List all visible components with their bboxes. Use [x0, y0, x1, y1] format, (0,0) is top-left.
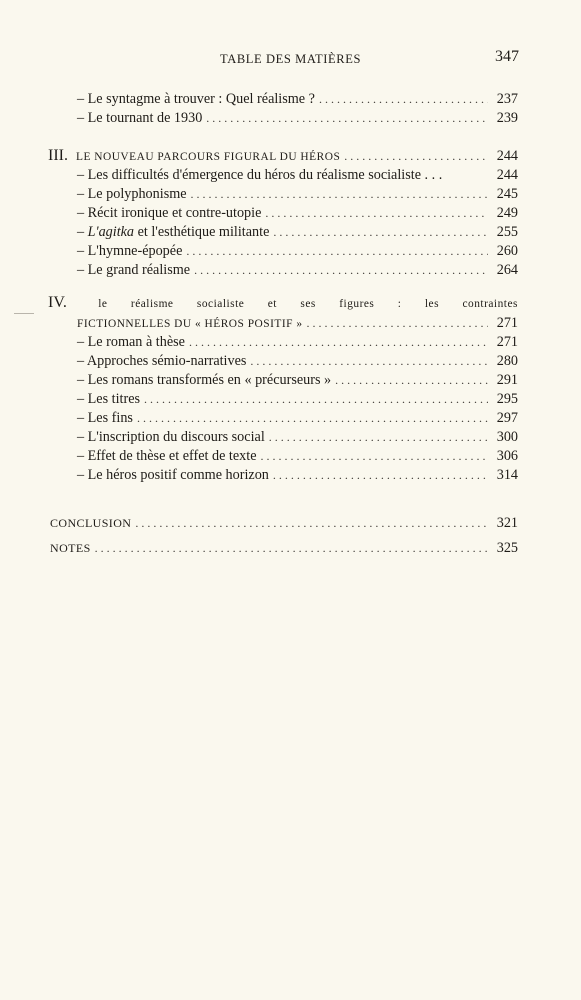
part-title-word: et	[267, 298, 277, 310]
part-title-word: le	[98, 298, 108, 310]
part-title-word: :	[397, 298, 402, 310]
dot-leader	[307, 313, 488, 333]
dot-leader	[261, 446, 489, 466]
dot-leader	[186, 241, 488, 261]
toc-entry-label: – Le roman à thèse	[77, 334, 185, 350]
part-heading-iii	[48, 146, 518, 166]
toc-entry-page: 260	[496, 243, 518, 259]
toc-entry	[77, 370, 518, 390]
toc-entry	[77, 351, 518, 371]
toc-entry-label: NOTES	[50, 541, 91, 555]
toc-entry	[77, 427, 518, 447]
dot-leader	[273, 222, 488, 242]
toc-entry-page: 239	[496, 110, 518, 126]
part-title: FICTIONNELLES DU « HÉROS POSITIF »	[77, 318, 303, 330]
toc-entry-label: – Le polyphonisme	[77, 186, 187, 202]
toc-entry	[77, 108, 518, 128]
toc-entry-page: 244	[496, 167, 518, 183]
part-page: 244	[496, 148, 518, 164]
part-title: LE NOUVEAU PARCOURS FIGURAL DU HÉROS	[75, 151, 341, 163]
part-page: 271	[496, 315, 518, 331]
toc-conclusion	[50, 513, 518, 533]
toc-entry	[77, 222, 518, 242]
running-head	[0, 48, 581, 72]
toc-entry-label: – Le syntagme à trouver : Quel réalisme ?	[77, 91, 315, 107]
toc-entry-label: – Les romans transformés en « précurseurs »	[77, 372, 332, 388]
toc-entry	[77, 389, 518, 409]
toc-notes	[50, 538, 518, 558]
toc-entry-label: – Le grand réalisme	[77, 262, 191, 278]
toc-entry-page: 321	[496, 515, 518, 531]
toc-entry	[77, 465, 518, 485]
toc-entry	[77, 203, 518, 223]
toc-entry-label: – Les titres	[77, 391, 141, 407]
toc-entry	[77, 408, 518, 428]
dot-leader	[269, 427, 488, 447]
dot-leader	[265, 203, 488, 223]
toc-entry-label: – Les difficultés d'émergence du héros du réalisme socialiste . . .	[77, 167, 443, 183]
toc-entry	[77, 260, 518, 280]
part-numeral: III.	[48, 147, 68, 164]
toc-entry-label	[77, 222, 269, 242]
toc-entry-page: 297	[496, 410, 518, 426]
running-title: TABLE DES MATIÈRES	[219, 52, 362, 66]
toc-entry-label: CONCLUSION	[50, 516, 132, 530]
toc-entry-page: 264	[496, 262, 518, 278]
part-title-word: socialiste	[196, 298, 245, 310]
dot-leader	[319, 89, 488, 109]
part-title-word: les	[424, 298, 440, 310]
toc-entry-label: – Les fins	[77, 410, 133, 426]
dot-leader	[95, 538, 488, 558]
dot-leader	[191, 184, 488, 204]
dot-leader	[135, 513, 488, 533]
toc-entry-page: 280	[496, 353, 518, 369]
margin-mark	[14, 313, 34, 314]
toc-entry-page: 249	[496, 205, 518, 221]
dot-leader	[206, 108, 488, 128]
toc-entry	[77, 332, 518, 352]
label-dash: –	[77, 224, 88, 240]
toc-entry	[77, 184, 518, 204]
dot-leader	[137, 408, 488, 428]
toc-entry-label: – L'hymne-épopée	[77, 243, 183, 259]
toc-entry-page: 325	[496, 540, 518, 556]
dot-leader	[189, 332, 488, 352]
dot-leader	[194, 260, 488, 280]
toc-entry	[77, 89, 518, 109]
toc-entry	[77, 446, 518, 466]
part-title-word: contraintes	[462, 298, 518, 310]
part-title-word: réalisme	[130, 298, 174, 310]
toc-entry-page: 314	[496, 467, 518, 483]
toc-entry-label: – Approches sémio-narratives	[77, 353, 247, 369]
label-italic: L'agitka	[87, 224, 135, 240]
toc-entry-page: 237	[496, 91, 518, 107]
toc-entry-label: – Le héros positif comme horizon	[77, 467, 269, 483]
toc-entry-page: 295	[496, 391, 518, 407]
dot-leader	[344, 146, 488, 166]
toc-entry	[77, 241, 518, 261]
dot-leader	[250, 351, 488, 371]
toc-entry-page: 245	[496, 186, 518, 202]
label-rest: et l'esthétique militante	[134, 224, 270, 240]
dot-leader	[335, 370, 488, 390]
part-numeral: IV.	[48, 294, 67, 311]
toc-entry-page: 271	[496, 334, 518, 350]
part-heading-iv-line1	[48, 293, 518, 313]
toc-entry-label: – Le tournant de 1930	[77, 110, 203, 126]
toc-entry-label: – Récit ironique et contre-utopie	[77, 205, 262, 221]
part-heading-iv-line2	[77, 313, 518, 333]
part-title-word: figures	[339, 298, 375, 310]
part-title-word: ses	[300, 298, 316, 310]
dot-leader	[273, 465, 488, 485]
toc-entry-page: 306	[496, 448, 518, 464]
toc-entry-page: 255	[496, 224, 518, 240]
toc-entry-label: – L'inscription du discours social	[77, 429, 265, 445]
toc-entry-label: – Effet de thèse et effet de texte	[77, 448, 257, 464]
toc-entry-page: 291	[496, 372, 518, 388]
page-number: 347	[495, 48, 519, 65]
toc-entry-page: 300	[496, 429, 518, 445]
dot-leader	[144, 389, 488, 409]
toc-entry	[77, 165, 518, 185]
